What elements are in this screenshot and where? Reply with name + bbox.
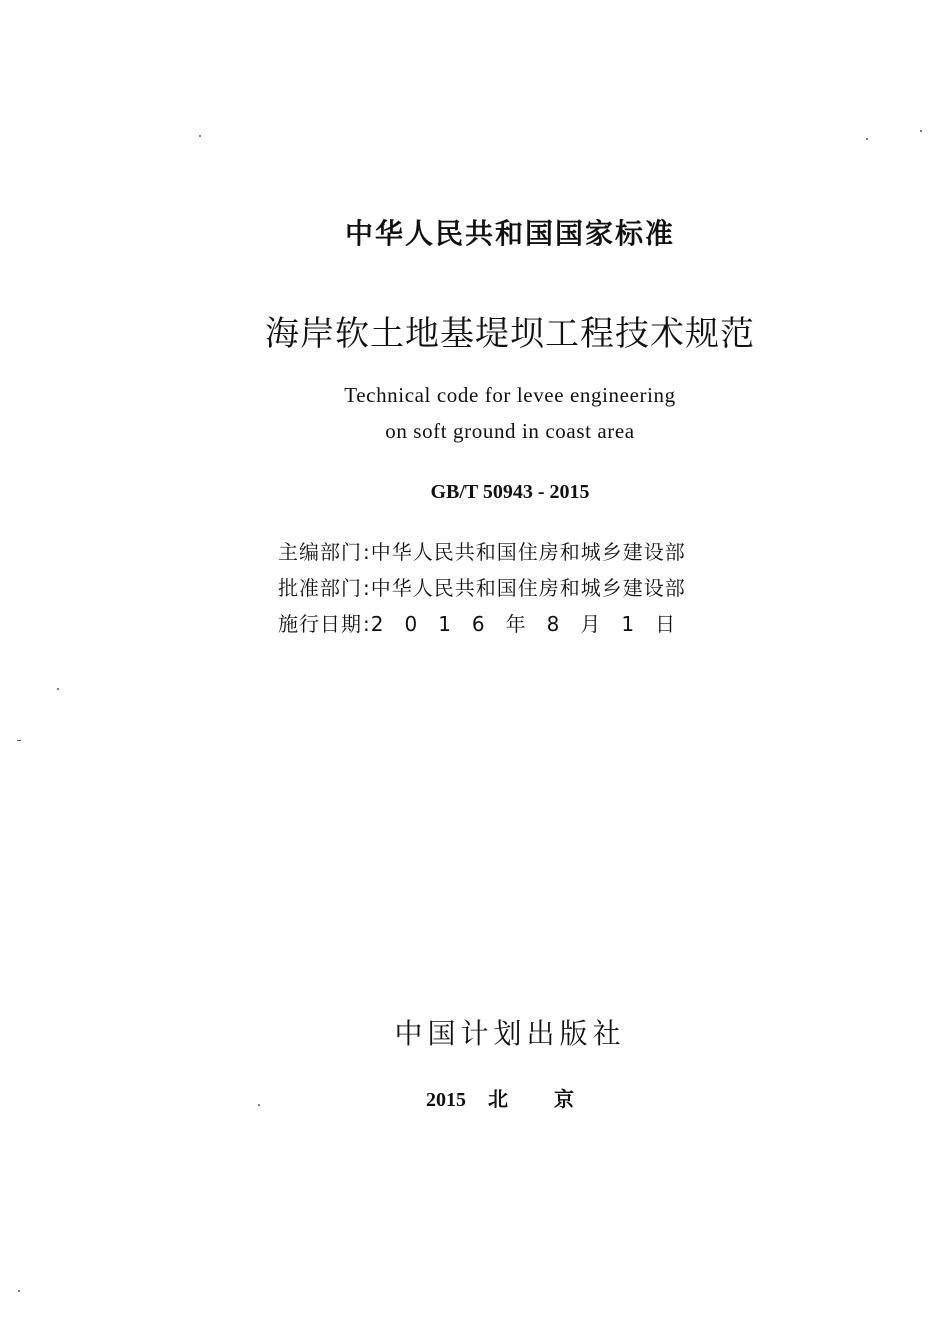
metadata-block <box>278 540 696 648</box>
effective-date-value: 2016年8月1日 <box>370 612 697 636</box>
title-english-line-2: on soft ground in coast area <box>385 419 635 443</box>
scan-speck <box>57 688 59 690</box>
scan-speck <box>17 740 21 741</box>
effective-date-row <box>278 612 696 648</box>
imprint-line <box>426 1083 620 1112</box>
chief-editor-row <box>278 540 696 576</box>
colon: : <box>363 540 370 564</box>
approval-value: 中华人民共和国住房和城乡建设部 <box>370 576 686 600</box>
standard-number: GB/T 50943 - 2015 <box>430 481 590 503</box>
standard-category-heading: 中华人民共和国国家标准 <box>344 217 675 250</box>
approval-label: 批准部门 <box>278 576 362 600</box>
imprint-year: 2015 <box>426 1089 466 1111</box>
colon: : <box>363 612 370 636</box>
imprint-city: 北京 <box>488 1087 620 1111</box>
scan-speck <box>920 130 922 132</box>
effective-date-label: 施行日期 <box>278 612 362 636</box>
publisher-name: 中国计划出版社 <box>394 1017 626 1050</box>
title-chinese: 海岸软土地基堤坝工程技术规范 <box>265 314 755 354</box>
colon: : <box>363 576 370 600</box>
chief-editor-value: 中华人民共和国住房和城乡建设部 <box>370 540 686 564</box>
scan-speck <box>258 1104 260 1106</box>
chief-editor-label: 主编部门 <box>278 540 362 564</box>
title-english-line-1: Technical code for levee engineering <box>344 383 676 407</box>
scan-speck <box>18 1290 20 1292</box>
approval-row <box>278 576 696 612</box>
scan-speck <box>866 138 868 140</box>
scan-speck <box>199 135 201 137</box>
